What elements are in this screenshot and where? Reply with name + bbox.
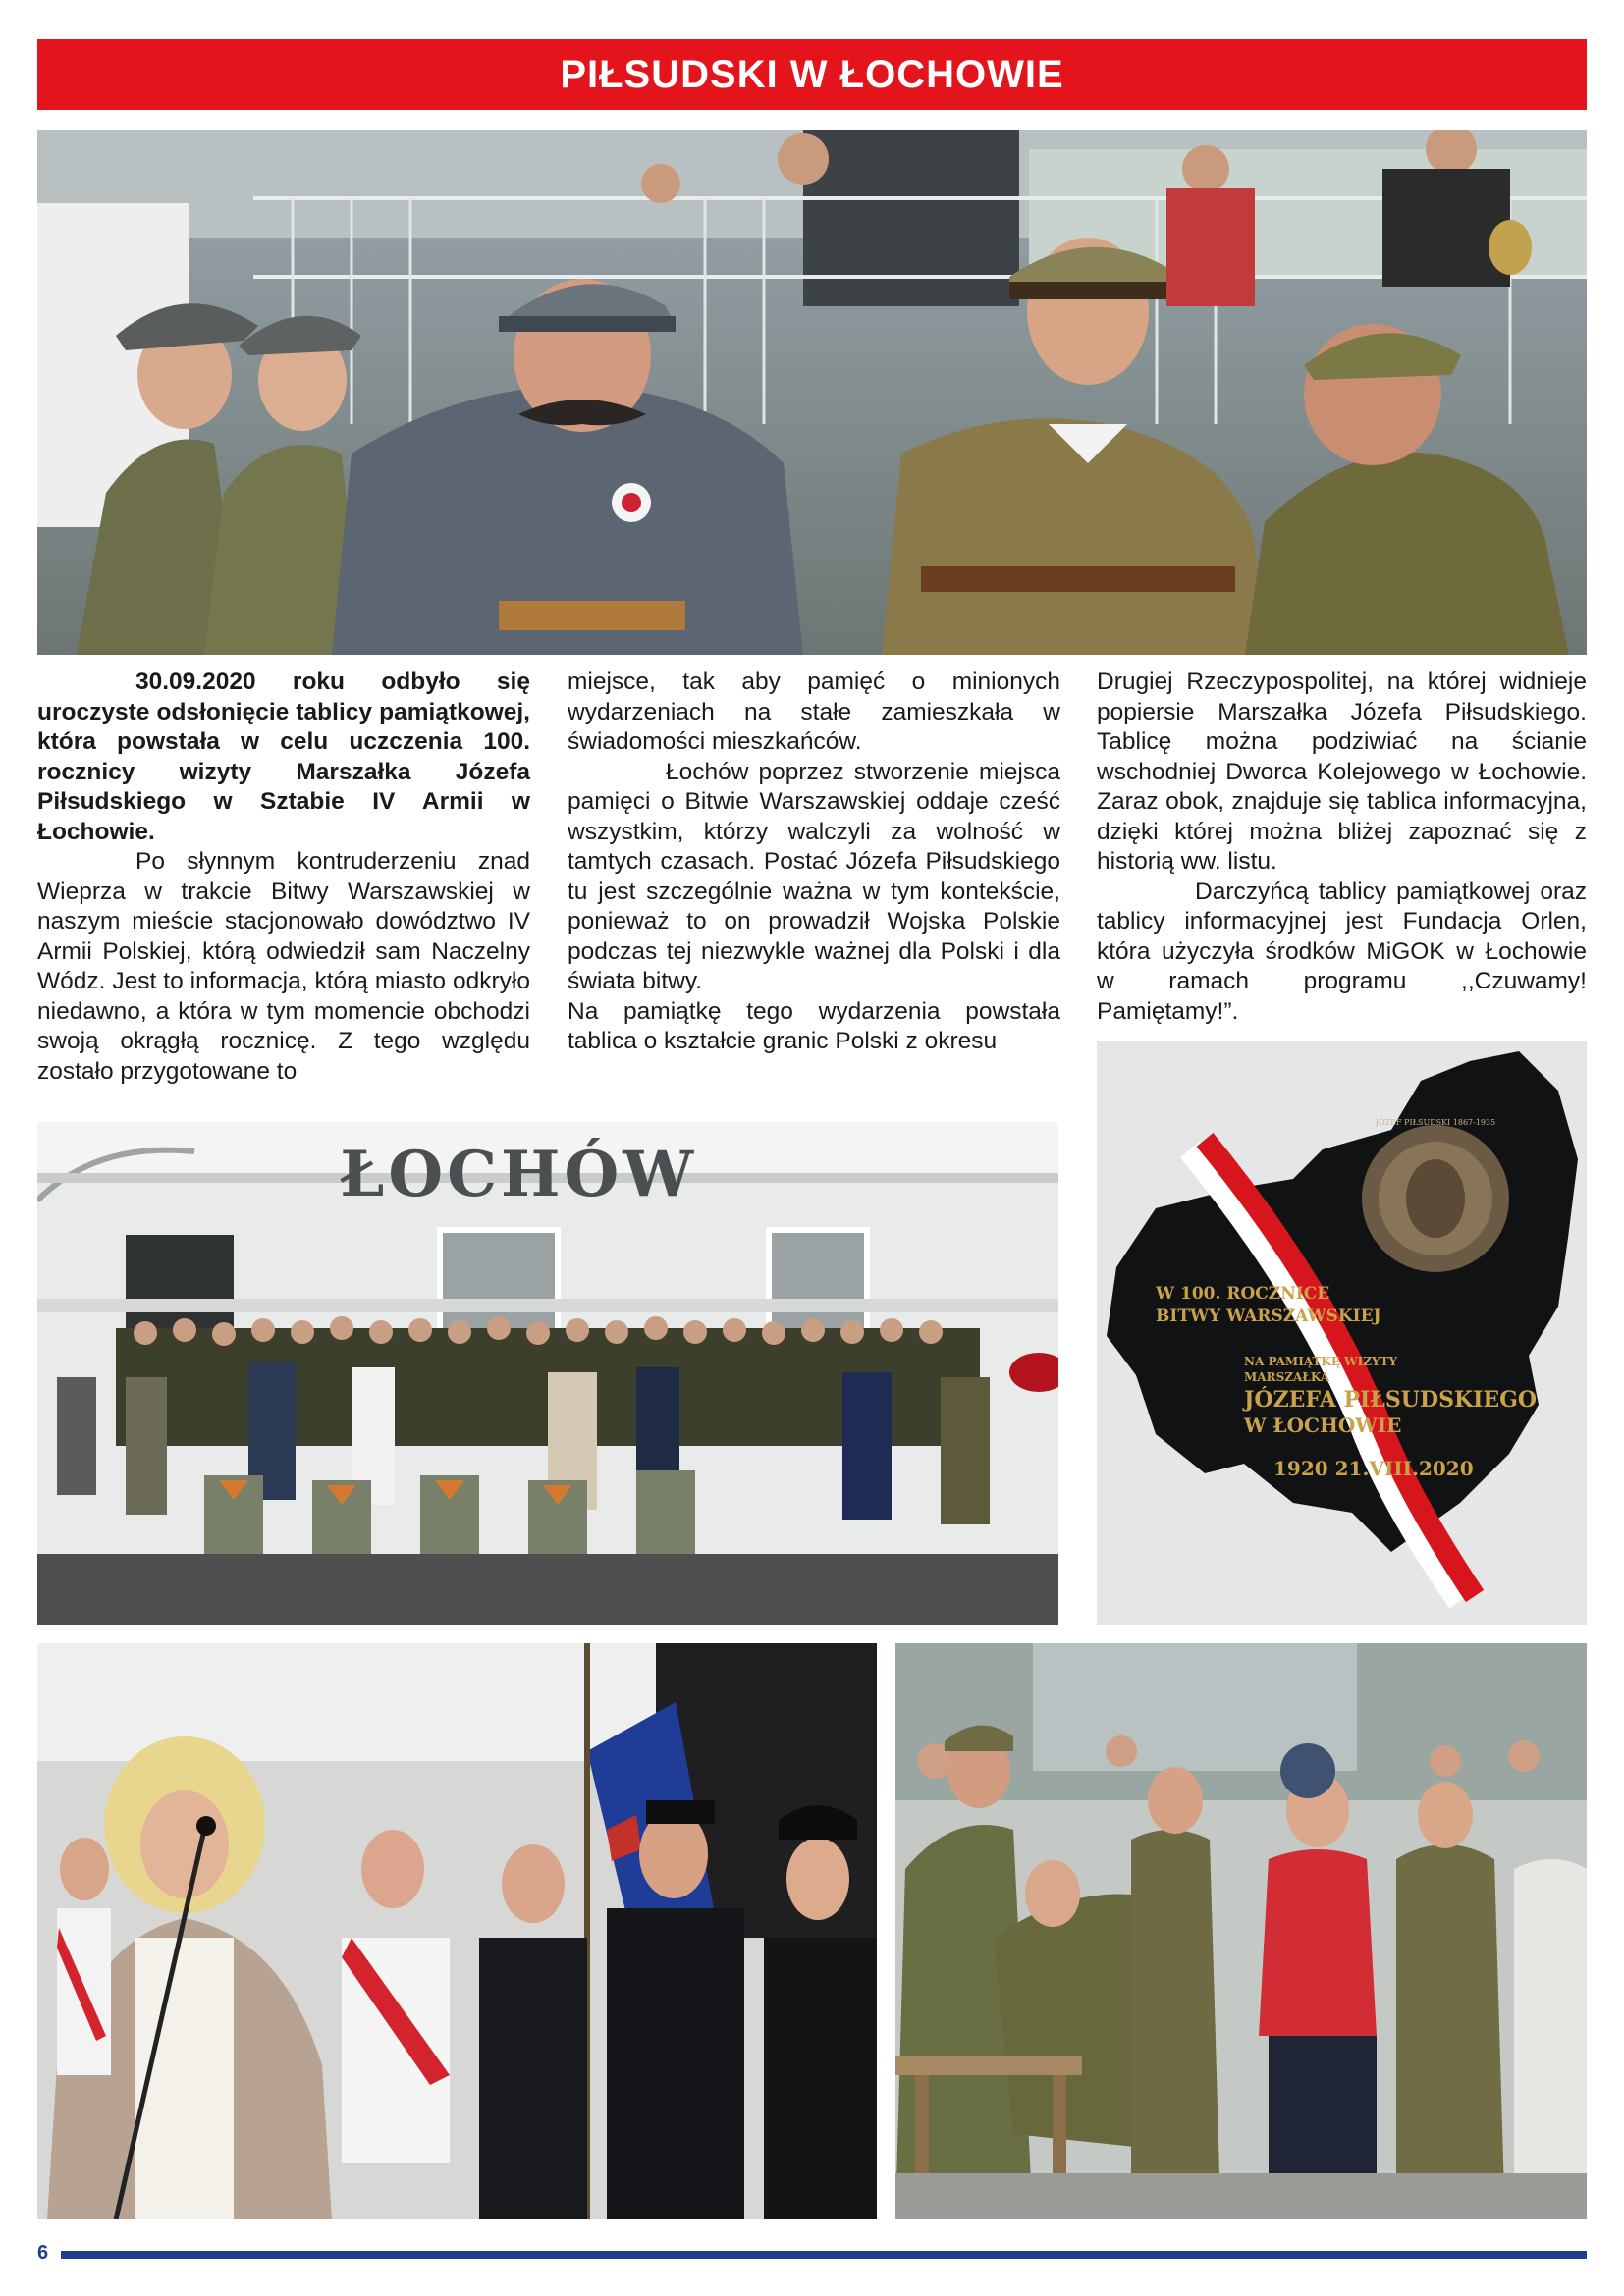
plaque-line-7: 1920 21.VIII.2020 — [1273, 1457, 1474, 1480]
page-number: 6 — [37, 2242, 49, 2264]
photo-reenactment-scene — [895, 1643, 1587, 2219]
medal-text: JÓZEF PIŁSUDSKI 1867-1935 — [1375, 1118, 1496, 1127]
article-col2-paragraph-1: miejsce, tak aby pamięć o minionych wydarzeniach na stałe zamieszkała w świadomości mieszkańców. — [568, 668, 1060, 755]
page-title: PIŁSUDSKI W ŁOCHOWIE — [560, 52, 1064, 96]
article-column-2 — [568, 667, 1060, 1057]
page-header-bar — [37, 39, 1587, 110]
article-col2-paragraph-2: Łochów poprzez stworzenie miejsca pamięci o Bitwie Warszawskiej oddaje cześć wszystkim, którzy walczyli za wolność w tamtych czasach. Postać Józefa Piłsudskiego tu jest szczególnie ważna w tym kontekście, ponieważ to on prowadził Wojska Polskie podczas tej niezwykle ważnej dla Polski i dla świata bitwy. — [568, 758, 1060, 994]
article-col3-paragraph-1: Drugiej Rzeczypospolitej, na której widnieje popiersie Marszałka Józefa Piłsudskiego. Tablicę można podziwiać na ścianie wschodniej Dworca Kolejowego w Łochowie. Zaraz obok, znajduje się tablica informacyjna, dzięki której można bliżej zapoznać się z historią ww. listu. — [1097, 668, 1587, 875]
photo-reenactors-illustration — [37, 130, 1587, 655]
article-col1-paragraph: Po słynnym kontruderzeniu znad Wieprza w trakcie Bitwy Warszawskiej w naszym mieście stacjonowało dowództwo IV Armii Polskiej, którą odwiedził sam Naczelny Wódz. Jest to informacja, którą miasto odkryło niedawno, a która w tym momencie obchodzi swoją okrągłą rocznicę. Z tego względu zostało przygotowane to — [37, 848, 530, 1085]
plaque-line-1: W 100. ROCZNICE — [1156, 1284, 1330, 1304]
plaque-line-5: JÓZEFA PIŁSUDSKIEGO — [1244, 1387, 1538, 1413]
footer-rule — [61, 2251, 1587, 2259]
photo-memorial-plaque-illustration — [1097, 1041, 1587, 1625]
photo-reenactment-scene-illustration — [895, 1643, 1587, 2219]
article-col3-paragraph-2: Darczyńcą tablicy pamiątkowej oraz tablicy informacyjnej jest Fundacja Orlen, która użyczyła środków MiGOK w Łochowie w ramach programu ,,Czuwamy! Pamiętamy!”. — [1097, 878, 1587, 1025]
photo-memorial-plaque — [1097, 1041, 1587, 1625]
photo-group-station — [37, 1122, 1058, 1625]
photo-speech — [37, 1643, 877, 2219]
photo-group-station-illustration — [37, 1122, 1058, 1625]
plaque-line-4: MARSZAŁKA — [1244, 1370, 1330, 1384]
article-column-1 — [37, 667, 530, 1087]
photo-reenactors — [37, 130, 1587, 655]
article-column-3 — [1097, 667, 1587, 1027]
station-sign-text: ŁOCHÓW — [339, 1138, 698, 1211]
article-lead: 30.09.2020 roku odbyło się uroczyste odsłonięcie tablicy pamiątkowej, która powstała w celu uczczenia 100. rocznicy wizyty Marszałka Józefa Piłsudskiego w Sztabie IV Armii w Łochowie. — [37, 668, 530, 845]
plaque-line-3: NA PAMIĄTKĘ WIZYTY — [1244, 1355, 1398, 1368]
article-col2-paragraph-3: Na pamiątkę tego wydarzenia powstała tablica o kształcie granic Polski z okresu — [568, 997, 1060, 1054]
plaque-line-2: BITWY WARSZAWSKIEJ — [1156, 1307, 1381, 1326]
plaque-line-6: W ŁOCHOWIE — [1244, 1414, 1402, 1437]
photo-speech-illustration — [37, 1643, 877, 2219]
